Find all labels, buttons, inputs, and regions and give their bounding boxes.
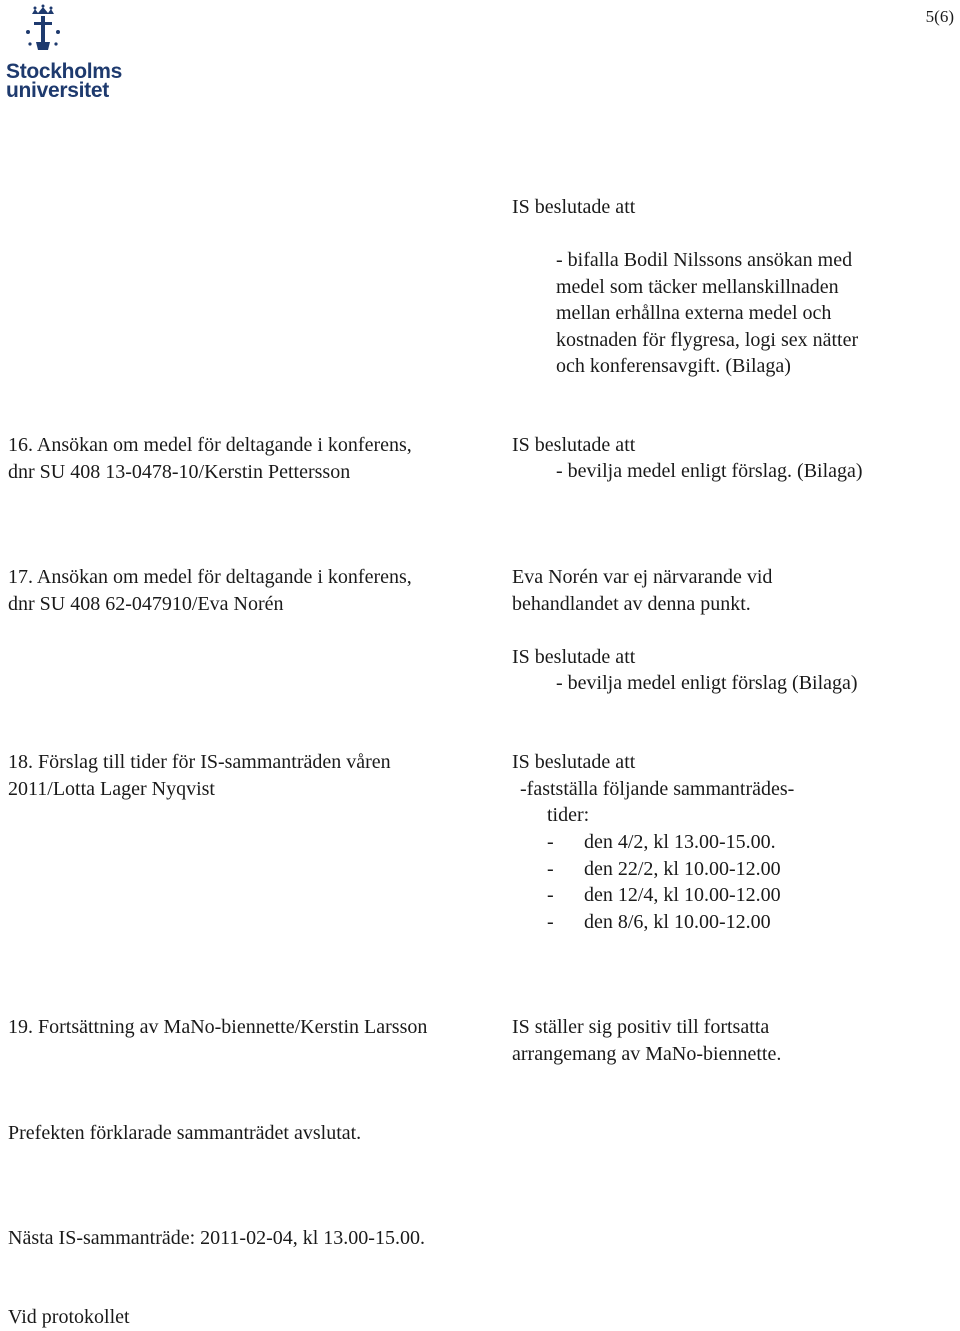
closing-statement: Prefekten förklarade sammanträdet avslutat. — [8, 1122, 362, 1144]
intro-line: mellan erhållna externa medel och — [556, 302, 832, 324]
university-seal-icon — [6, 2, 128, 62]
item-18-decision-line: tider: — [547, 804, 590, 826]
item-18-decision-line: -fastställa följande sammanträdes- — [520, 778, 795, 800]
decision-line: IS ställer sig positiv till fortsatta — [512, 1016, 770, 1038]
intro-heading: IS beslutade att — [512, 196, 636, 218]
list-item: - den 22/2, kl 10.00-12.00 — [547, 857, 781, 880]
logo-line-2: universitet — [6, 79, 109, 102]
note-line: Eva Norén var ej närvarande vid — [512, 566, 773, 588]
intro-line: och konferensavgift. (Bilaga) — [556, 355, 791, 377]
item-title-line: 16. Ansökan om medel för deltagande i konferens, — [8, 434, 412, 456]
item-title-line: 18. Förslag till tider för IS-sammanträden våren — [8, 751, 391, 773]
list-item: - den 4/2, kl 13.00-15.00. — [547, 831, 776, 853]
intro-decision — [556, 247, 858, 380]
list-item: - den 12/4, kl 10.00-12.00 — [547, 884, 781, 906]
intro-line: kostnaden för flygresa, logi sex nätter — [556, 328, 859, 351]
meeting-dates-list — [547, 829, 781, 935]
signature-label: Vid protokollet — [8, 1306, 130, 1328]
item-17-note — [512, 564, 772, 617]
university-logo — [6, 2, 128, 102]
item-16-decision-line: - bevilja medel enligt förslag. (Bilaga) — [556, 460, 863, 482]
list-item: - den 8/6, kl 10.00-12.00 — [547, 910, 771, 933]
item-title-line: 2011/Lotta Lager Nyqvist — [8, 777, 215, 800]
item-17-title — [8, 564, 412, 617]
intro-line: - bifalla Bodil Nilssons ansökan med — [556, 249, 853, 271]
item-17-decision-heading: IS beslutade att — [512, 646, 636, 668]
item-title-line: dnr SU 408 13-0478-10/Kerstin Pettersson — [8, 460, 351, 483]
item-18-title — [8, 749, 391, 802]
item-19-title: 19. Fortsättning av MaNo-biennette/Kerstin Larsson — [8, 1016, 428, 1038]
note-line: behandlandet av denna punkt. — [512, 592, 751, 615]
logo-wordmark — [6, 62, 122, 100]
logo-line-1: Stockholms — [6, 60, 123, 83]
item-16-decision-heading: IS beslutade att — [512, 434, 636, 456]
item-16-title — [8, 432, 412, 485]
item-title-line: dnr SU 408 62-047910/Eva Norén — [8, 592, 284, 615]
item-18-decision-heading: IS beslutade att — [512, 751, 636, 773]
decision-line: arrangemang av MaNo-biennette. — [512, 1042, 782, 1065]
next-meeting: Nästa IS-sammanträde: 2011-02-04, kl 13.00-15.00. — [8, 1227, 425, 1249]
item-title-line: 17. Ansökan om medel för deltagande i konferens, — [8, 566, 412, 588]
page-number: 5(6) — [925, 7, 954, 26]
item-19-decision — [512, 1014, 781, 1067]
item-17-decision-line: - bevilja medel enligt förslag (Bilaga) — [556, 672, 858, 694]
intro-line: medel som täcker mellanskillnaden — [556, 275, 839, 298]
